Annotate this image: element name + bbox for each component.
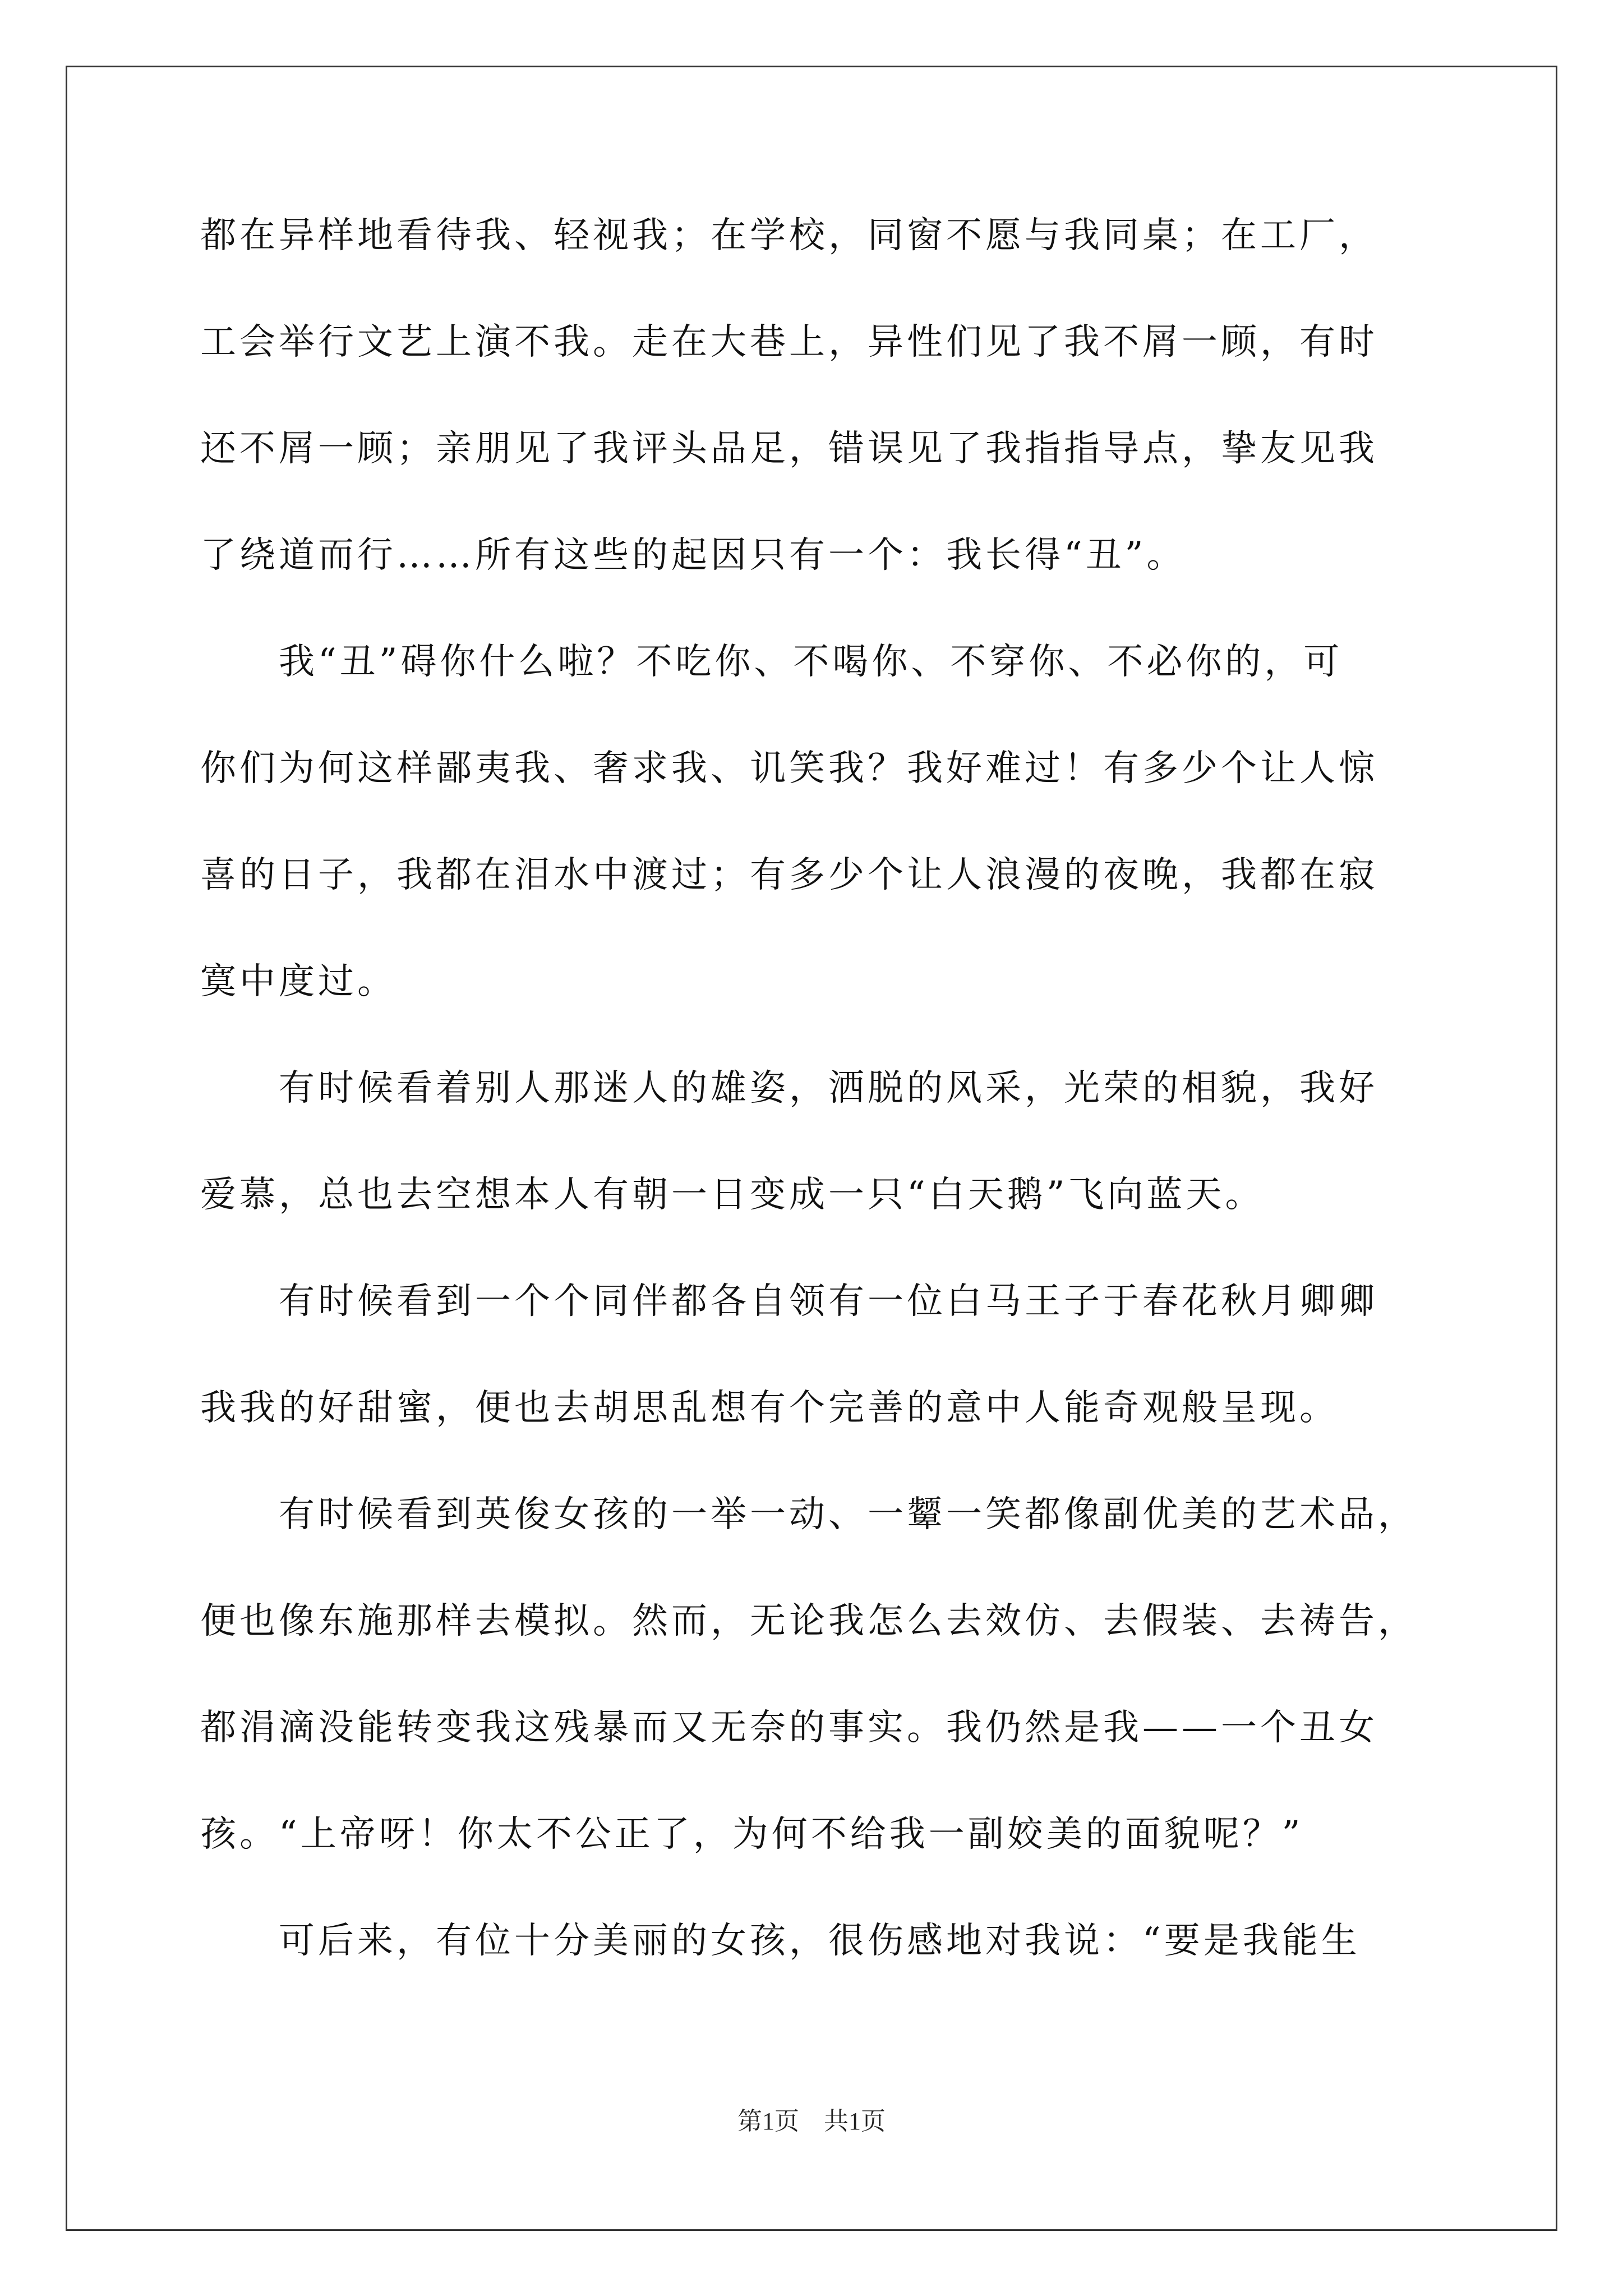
paragraph-first-line: 可后来，有位十分美丽的女孩，很伤感地对我说：“要是我能生 bbox=[279, 1920, 1361, 1962]
text-line: 便也像东施那样去模拟。然而，无论我怎么去效仿、去假装、去祷告， bbox=[200, 1600, 1417, 1642]
text-line: 爱慕，总也去空想本人有朝一日变成一只“白天鹅”飞向蓝天。 bbox=[200, 1174, 1265, 1216]
text-line: 都在异样地看待我、轻视我；在学校，同窗不愿与我同桌；在工厂， bbox=[200, 215, 1378, 256]
text-line: 我我的好甜蜜，便也去胡思乱想有个完善的意中人能奇观般呈现。 bbox=[200, 1387, 1339, 1429]
text-line: 喜的日子，我都在泪水中渡过；有多少个让人浪漫的夜晚，我都在寂 bbox=[200, 854, 1378, 896]
document-body bbox=[200, 205, 1428, 2017]
text-line: 还不屑一顾；亲朋见了我评头品足，错误见了我指指导点，挚友见我 bbox=[200, 428, 1378, 470]
text-line: 孩。“上帝呀！你太不公正了，为何不给我一副姣美的面貌呢？” bbox=[200, 1814, 1304, 1855]
text-line: 你们为何这样鄙夷我、奢求我、讥笑我？我好难过！有多少个让人惊 bbox=[200, 748, 1378, 789]
paragraph-first-line: 有时候看到英俊女孩的一举一动、一颦一笑都像副优美的艺术品， bbox=[279, 1494, 1417, 1535]
text-line: 工会举行文艺上演不我。走在大巷上，异性们见了我不屑一顾，有时 bbox=[200, 321, 1378, 363]
text-line: 寞中度过。 bbox=[200, 961, 396, 1002]
paragraph-first-line: 我“丑”碍你什么啦？不吃你、不喝你、不穿你、不必你的，可 bbox=[279, 641, 1343, 683]
paragraph-first-line: 有时候看着别人那迷人的雄姿，洒脱的风采，光荣的相貌，我好 bbox=[279, 1068, 1378, 1109]
page-number-footer: 第1页 共1页 bbox=[737, 2108, 886, 2135]
paragraph-first-line: 有时候看到一个个同伴都各自领有一位白马王子于春花秋月卿卿 bbox=[279, 1281, 1378, 1322]
text-line: 都涓滴没能转变我这残暴而又无奈的事实。我仍然是我——一个丑女 bbox=[200, 1707, 1378, 1749]
text-line: 了绕道而行……所有这些的起因只有一个：我长得“丑”。 bbox=[200, 535, 1186, 576]
